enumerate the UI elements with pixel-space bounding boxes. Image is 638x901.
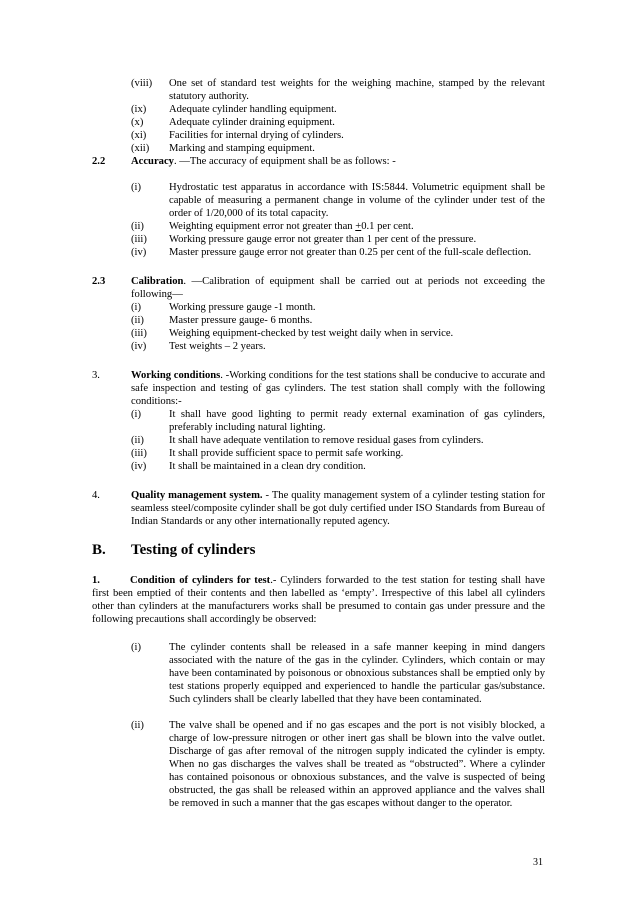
section-letter: B. bbox=[92, 542, 106, 558]
condition-paragraph bbox=[92, 574, 545, 626]
list-number: (ii) bbox=[131, 221, 144, 232]
list-number: (i) bbox=[131, 642, 141, 653]
quality-heading: Quality management system. bbox=[131, 490, 263, 501]
accuracy-intro: . —The accuracy of equipment shall be as follows: - bbox=[173, 156, 396, 167]
list-number: (ii) bbox=[131, 435, 144, 446]
list-number: (ix) bbox=[131, 104, 147, 115]
list-item-text: Test weights – 2 years. bbox=[169, 341, 266, 352]
calibration-heading: Calibration bbox=[131, 276, 184, 287]
list-number: (i) bbox=[131, 409, 141, 420]
working-conditions-paragraph bbox=[131, 369, 545, 408]
calibration-paragraph bbox=[131, 275, 545, 301]
quality-paragraph bbox=[131, 489, 545, 528]
working-conditions-heading: Working conditions bbox=[131, 370, 221, 381]
list-item-text bbox=[169, 220, 545, 233]
list-number: (x) bbox=[131, 117, 144, 128]
list-item-text: One set of standard test weights for the weighing machine, stamped by the relevant statutory authority. bbox=[169, 78, 545, 102]
page-number: 31 bbox=[533, 857, 543, 868]
list-item-text: It shall have adequate ventilation to remove residual gases from cylinders. bbox=[169, 435, 484, 446]
list-number: (iii) bbox=[131, 448, 147, 459]
condition-intro: .- Cylinders forwarded to the test station for testing shall have first been emptied of their contents and then labelled as ‘empty’. Irrespective of this label all cylinders other than cylinders at the manufacturers works shall be presumed to contain gas under pressure and the following precautions shall accordingly be observed: bbox=[92, 575, 545, 625]
list-item-text: The cylinder contents shall be released in a safe manner keeping in mind dangers associated with the nature of the gas in the cylinder. Cylinders, which contain or may have been contaminated by poisonous or obnoxious substances shall be emptied only by test stations properly equipped and experienced to handle the particular gas/substance. Such cylinders shall be clearly labelled that they have been contaminated. bbox=[169, 642, 545, 705]
list-number: (ii) bbox=[131, 720, 144, 731]
condition-number: 1. bbox=[92, 575, 100, 586]
section-number: 4. bbox=[92, 490, 100, 501]
list-number: (iv) bbox=[131, 461, 147, 472]
list-item-text: It shall be maintained in a clean dry condition. bbox=[169, 461, 366, 472]
list-item-text: Facilities for internal drying of cylinders. bbox=[169, 130, 344, 141]
list-number: (iii) bbox=[131, 234, 147, 245]
list-number: (iv) bbox=[131, 341, 147, 352]
list-item-text: Master pressure gauge error not greater than 0.25 per cent of the full-scale deflection. bbox=[169, 247, 532, 258]
section-title: Testing of cylinders bbox=[131, 542, 256, 558]
list-number: (xii) bbox=[131, 143, 150, 154]
list-number: (i) bbox=[131, 302, 141, 313]
list-number: (ii) bbox=[131, 315, 144, 326]
list-number: (iv) bbox=[131, 247, 147, 258]
list-item-text: Marking and stamping equipment. bbox=[169, 143, 315, 154]
list-item-text: Master pressure gauge- 6 months. bbox=[169, 315, 313, 326]
list-item-text: Hydrostatic test apparatus in accordance with IS:5844. Volumetric equipment shall be capable of measuring a permanent change in volume of the cylinder under test of the order of 1/20,000 of its total capacity. bbox=[169, 182, 545, 219]
section-number: 3. bbox=[92, 370, 100, 381]
working-conditions-intro: . -Working conditions for the test stations shall be conducive to accurate and safe inspection and testing of gas cylinders. The test station shall comply with the following conditions:- bbox=[131, 370, 545, 407]
section-number: 2.2 bbox=[92, 156, 106, 167]
accuracy-heading: Accuracy bbox=[131, 156, 174, 167]
section-number: 2.3 bbox=[92, 276, 106, 287]
calibration-intro: . —Calibration of equipment shall be carried out at periods not exceeding the following— bbox=[131, 276, 545, 300]
list-number: (xi) bbox=[131, 130, 147, 141]
list-item-text: Weighing equipment-checked by test weight daily when in service. bbox=[169, 328, 454, 339]
condition-heading: Condition of cylinders for test bbox=[129, 575, 271, 586]
plus-minus-sign: + bbox=[355, 221, 362, 232]
list-number: (iii) bbox=[131, 328, 147, 339]
list-item-text: Adequate cylinder draining equipment. bbox=[169, 117, 335, 128]
quality-intro: - The quality management system of a cylinder testing station for seamless steel/composite cylinder shall be got duly certified under ISO Standards from Bureau of Indian Standards or any other internationally reputed agency. bbox=[131, 490, 545, 527]
list-item-text: Adequate cylinder handling equipment. bbox=[169, 104, 337, 115]
accuracy-paragraph bbox=[131, 155, 545, 168]
list-item-text: The valve shall be opened and if no gas escapes and the port is not visibly blocked, a charge of low-pressure nitrogen or other inert gas shall be blown into the valve outlet. Discharge of gas after removal of the nitrogen supply indicated the cylinder is empty. When no gas discharges the valves shall be treated as “obstructed”. Where a cylinder has contained poisonous or obnoxious substances, and the valve is suspected of being obstructed, the gas shall be released within an approved appliance and the valves shall be removed in such a manner that the gas escapes without danger to the operator. bbox=[169, 720, 545, 809]
text-fragment: Weighting equipment error not greater than bbox=[169, 221, 356, 232]
list-number: (viii) bbox=[131, 78, 153, 89]
list-item-text: Working pressure gauge error not greater than 1 per cent of the pressure. bbox=[169, 234, 477, 245]
text-fragment: 0.1 per cent. bbox=[361, 221, 414, 232]
list-item-text: It shall provide sufficient space to permit safe working. bbox=[169, 448, 404, 459]
list-number: (i) bbox=[131, 182, 141, 193]
list-item-text: Working pressure gauge -1 month. bbox=[169, 302, 316, 313]
list-item-text: It shall have good lighting to permit ready external examination of gas cylinders, preferably including natural lighting. bbox=[169, 409, 545, 433]
